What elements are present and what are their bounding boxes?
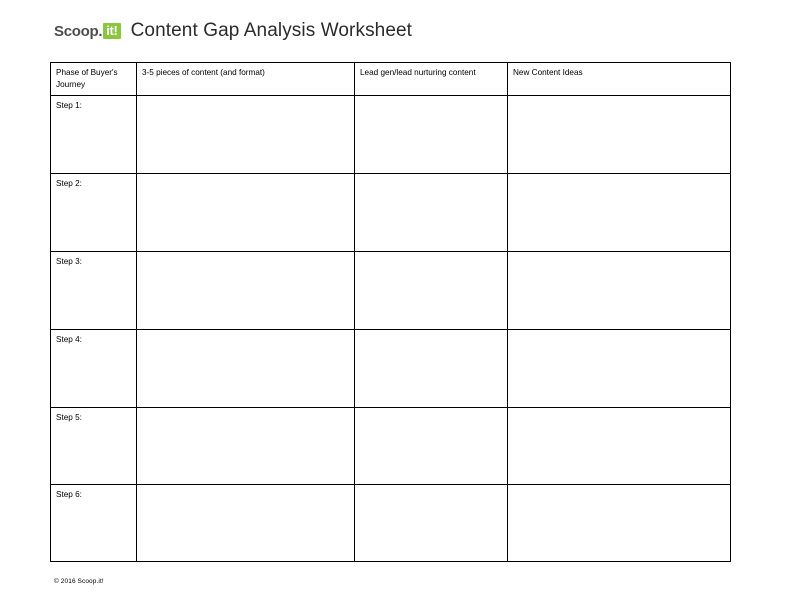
leadgen-cell[interactable]	[355, 173, 508, 251]
content-gap-table	[50, 62, 731, 562]
pieces-cell[interactable]	[137, 484, 355, 561]
column-header-leadgen: Lead gen/lead nurturing content	[355, 63, 508, 96]
logo-word: Scoop	[54, 22, 99, 40]
leadgen-cell[interactable]	[355, 329, 508, 407]
logo-badge: it!	[103, 23, 120, 39]
column-header-pieces: 3-5 pieces of content (and format)	[137, 63, 355, 96]
page-header	[54, 20, 412, 42]
step-label-cell: Step 1:	[51, 95, 137, 173]
leadgen-cell[interactable]	[355, 484, 508, 561]
leadgen-cell[interactable]	[355, 407, 508, 484]
page-title: Content Gap Analysis Worksheet	[130, 20, 413, 41]
leadgen-cell[interactable]	[355, 95, 508, 173]
step-label-cell: Step 5:	[51, 407, 137, 484]
table-header-row	[51, 63, 731, 96]
table-row	[51, 95, 731, 173]
ideas-cell[interactable]	[508, 329, 731, 407]
ideas-cell[interactable]	[508, 173, 731, 251]
footer-copyright: © 2016 Scoop.it!	[54, 578, 104, 585]
step-label-cell: Step 3:	[51, 251, 137, 329]
table-row	[51, 484, 731, 561]
column-header-phase: Phase of Buyer's Journey	[51, 63, 137, 96]
step-label-cell: Step 6:	[51, 484, 137, 561]
leadgen-cell[interactable]	[355, 251, 508, 329]
table-row	[51, 251, 731, 329]
logo-dot: .	[98, 22, 103, 40]
pieces-cell[interactable]	[137, 251, 355, 329]
table-row	[51, 329, 731, 407]
table-row	[51, 407, 731, 484]
ideas-cell[interactable]	[508, 484, 731, 561]
step-label-cell: Step 2:	[51, 173, 137, 251]
pieces-cell[interactable]	[137, 407, 355, 484]
pieces-cell[interactable]	[137, 95, 355, 173]
ideas-cell[interactable]	[508, 95, 731, 173]
pieces-cell[interactable]	[137, 173, 355, 251]
ideas-cell[interactable]	[508, 251, 731, 329]
step-label-cell: Step 4:	[51, 329, 137, 407]
pieces-cell[interactable]	[137, 329, 355, 407]
scoopit-logo	[54, 23, 121, 39]
ideas-cell[interactable]	[508, 407, 731, 484]
table-row	[51, 173, 731, 251]
column-header-ideas: New Content Ideas	[508, 63, 731, 96]
